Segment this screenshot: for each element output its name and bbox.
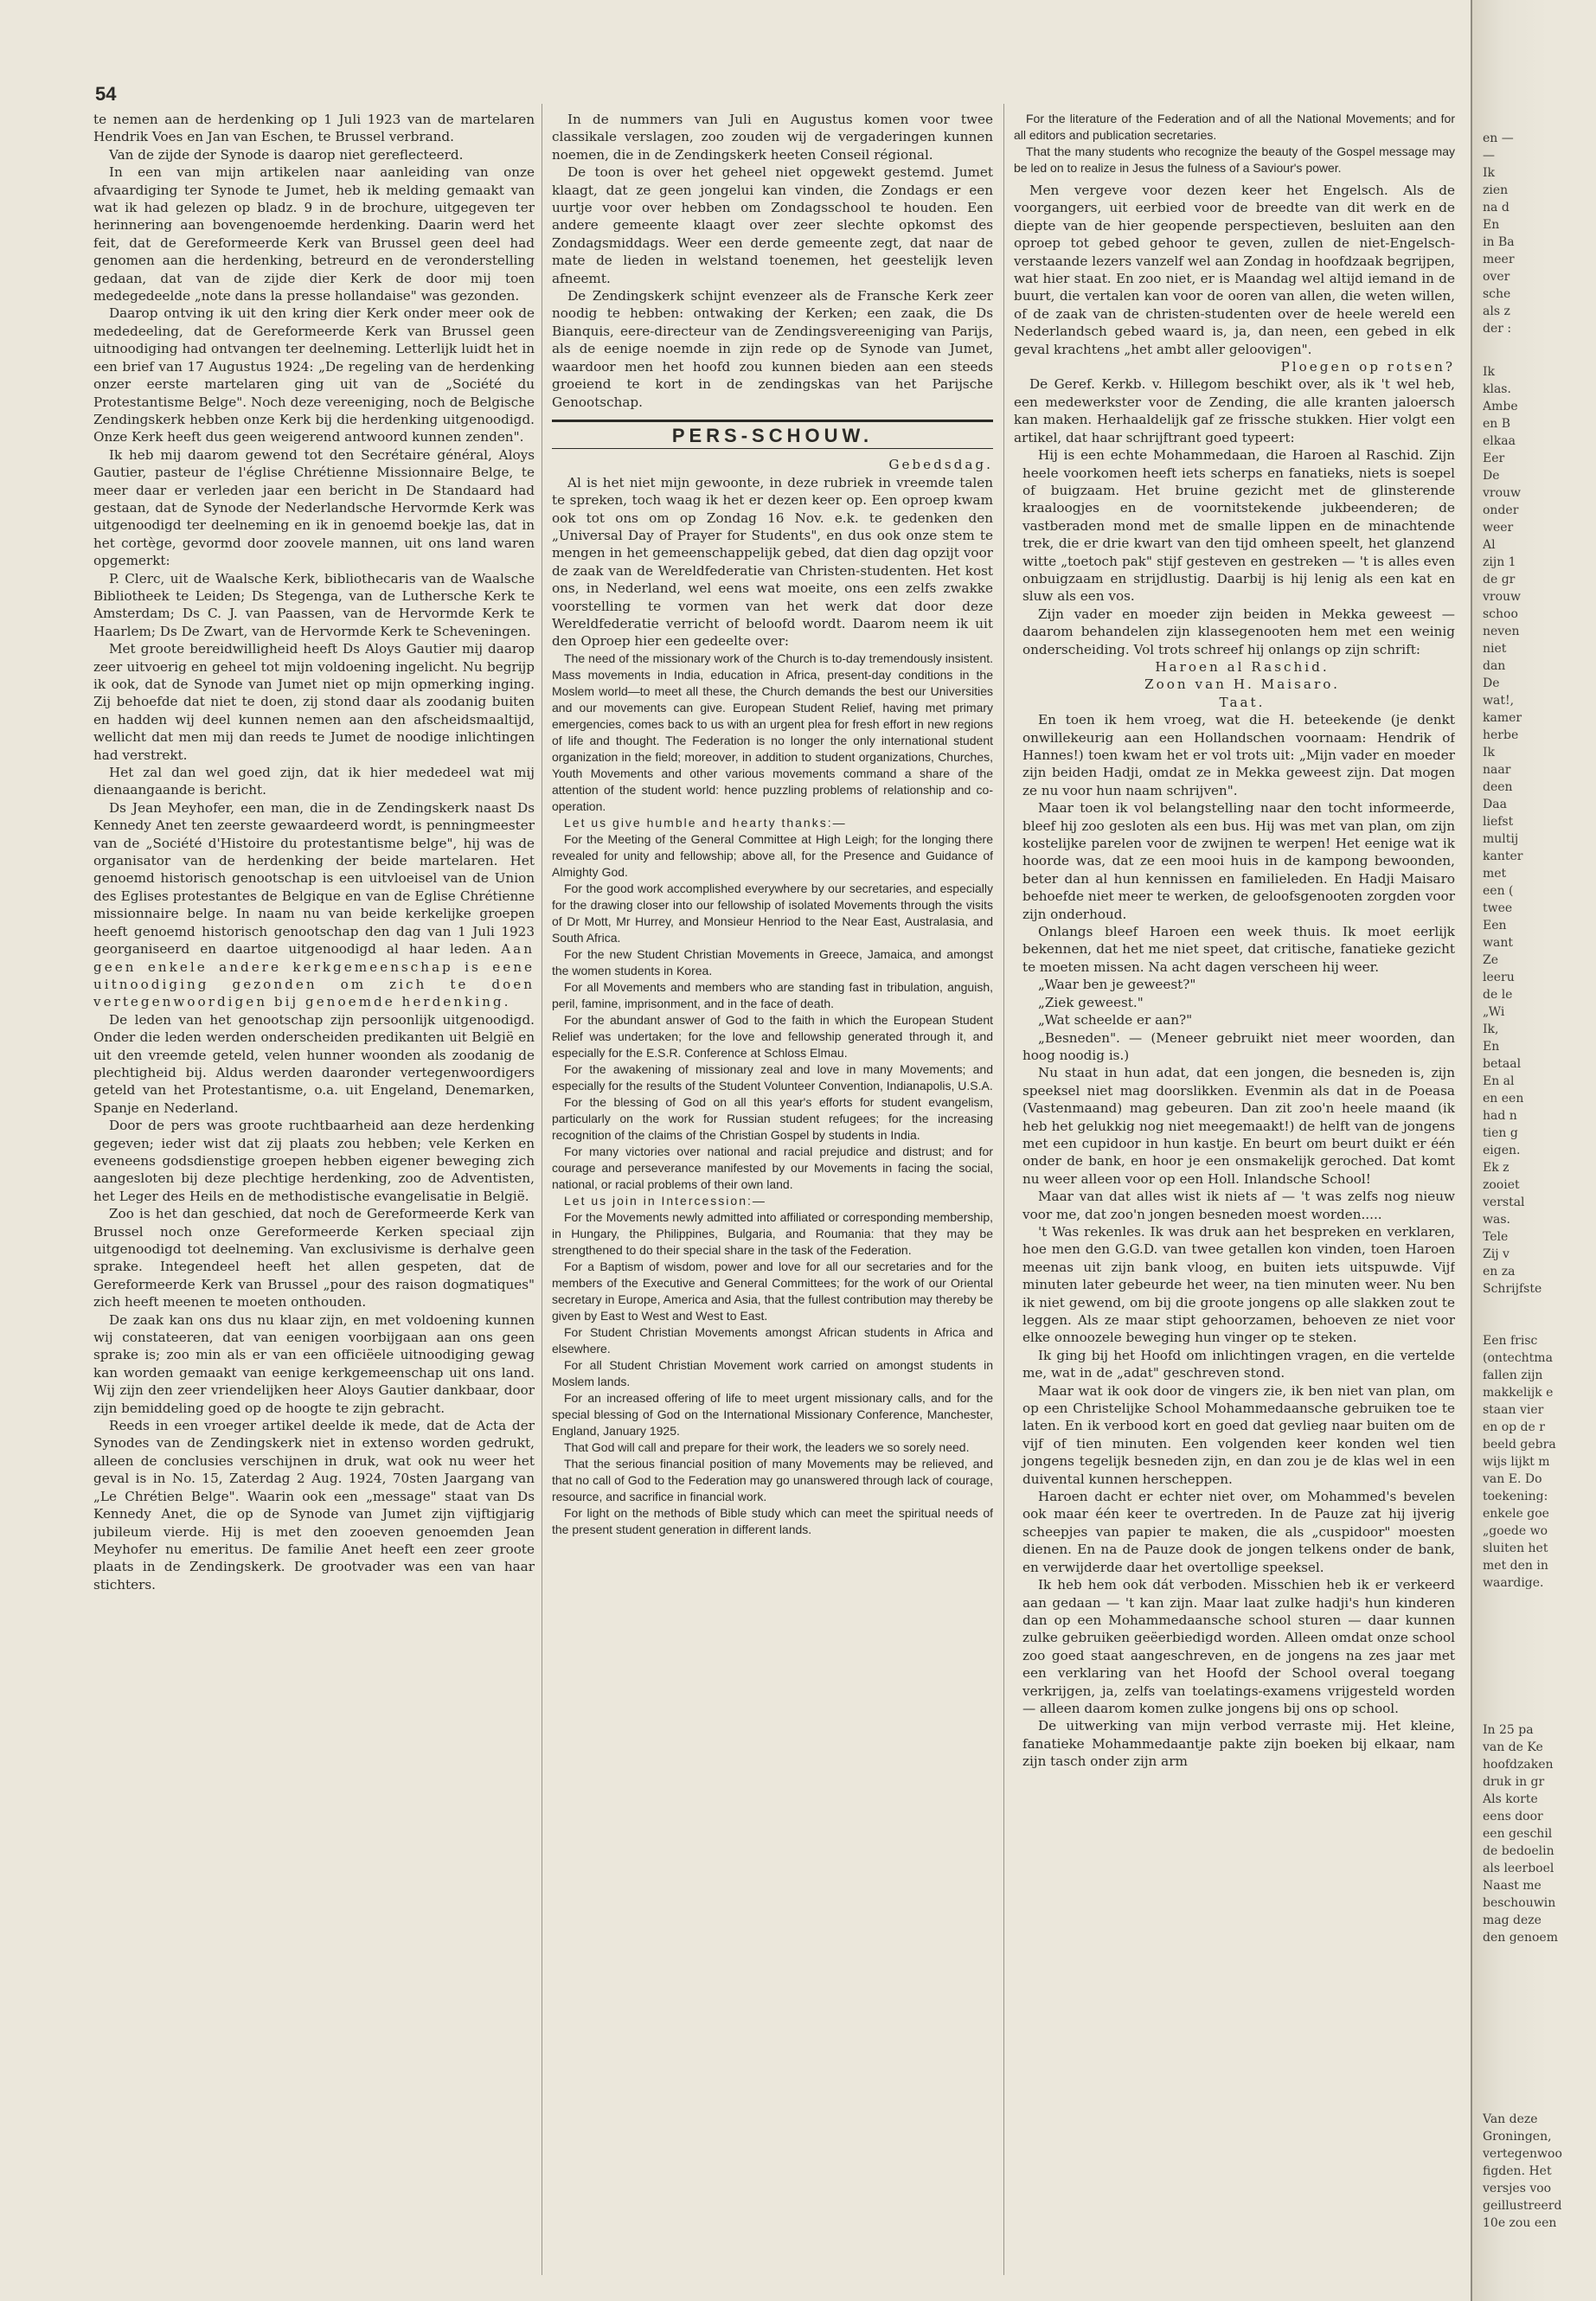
edge-fragment: en — — Ik zien na d En in Ba meer over sche als z der : (1483, 131, 1515, 336)
paragraph: Maar van dat alles wist ik niets af — 't was zelfs nog nieuw voor me, dat zoo'n jongen besneden moest worden..... (1022, 1189, 1455, 1222)
edge-fragment: Ik klas. Ambe en B elkaa Eer De vrouw onder weer Al zijn 1 de gr vrouw schoo neven niet dan De wat!, kamer herbe Ik naar deen Daa liefst multij kanter met een ( twee Een want Ze leeru de le „Wi Ik, En betaal En al en een had n tien g eigen. Ek z zooiet verstal was. Tele Zij v en za Schrijfste (1483, 365, 1542, 1296)
paragraph: te nemen aan de herdenking op 1 Juli 1923 van de martelaren Hendrik Voes en Jan van Eschen, te Brussel verbrand. (93, 112, 535, 145)
quote-paragraph: For a Baptism of wisdom, power and love for all our secretaries and for the members of the Executive and General Committees; for the work of our Oriental secretary in Europe, America and Asia, that the fullest contribution may thereby be given by East to West and West to East. (552, 1259, 993, 1323)
quote-paragraph: For the awakening of missionary zeal and love in many Movements; and especially for the results of the Student Volunteer Convention, Indianapolis, U.S.A. (552, 1061, 993, 1093)
column-2 (552, 111, 993, 2273)
column-1 (93, 111, 535, 2273)
quote-paragraph: For the Meeting of the General Committee at High Leigh; for the longing there revealed for unity and fellowship; above all, for the Presence and Guidance of Almighty God. (552, 831, 993, 879)
quote-paragraph: For the blessing of God on all this year's efforts for student evangelism, particularly on the work for Russian student refugees; for the increasing recognition of the claims of the Christian Gospel by students in India. (552, 1094, 993, 1142)
quote-paragraph: For the literature of the Federation and of all the National Movements; and for all editors and publication secretaries. (1014, 112, 1455, 142)
dialogue-line: „Besneden". — (Meneer gebruikt niet meer woorden, dan hoog noodig is.) (1022, 1029, 1455, 1063)
paragraph: Maar wat ik ook door de vingers zie, ik ben niet van plan, om op een Christelijke School Mohammedaansche gebruiken toe te laten. En ik verbood kort en goed dat gevlieg naar buiten om de vijf of tien minuten. Een volgenden keer konden wel tien jongens tegelijk besneden zijn, en dan zou je de klas wel in een duivental kunnen herscheppen. (1022, 1382, 1455, 1487)
column-3 (1014, 111, 1455, 2273)
subsection-heading: Ploegen op rotsen? (1280, 359, 1455, 375)
section-title: PERS-SCHOUW. (552, 420, 993, 449)
paragraph: Hij is een echte Mohammedaan, die Haroen al Raschid. Zijn heele voorkomen heeft iets scherps en fanatieks, niets is soepel of buigzaam. Het bruine gezicht met de glinsterende kraaloogjes en de voornitstekende jukbeenderen; de vastberaden mond met de smalle lippen en de minachtende trek, die er drie kwart van den tijd omheen speelt, het glanzend witte „toetoch pak" stijf gesteven en gestreken — 't is alles even onbuigzaam en strijdlustig. Daarbij is hij lenig als een kat en sluw als een vos. (1022, 447, 1455, 605)
paragraph: In een van mijn artikelen naar aanleiding van onze afvaardiging ter Synode te Jumet, heb ik melding gemaakt van wat ik had gelezen op bladz. 9 in de brochure, uitgegeven ter herinnering aan bovengenoemde herdenking. Daarin werd het feit, dat de Gereformeerde Kerk van Brussel geen deel had genomen aan die herdenking, betreurd en de veronderstelling gedaan, dat van de zijde dier Kerk de door mij toen medegedeelde „note dans la presse hollandaise" was gezonden. (93, 164, 535, 304)
quote-paragraph: For all Student Christian Movement work carried on amongst students in Moslem lands. (552, 1357, 993, 1388)
paragraph: Daarop ontving ik uit den kring dier Kerk onder meer ook de mededeeling, dat de Gereformeerde Kerk van Brussel geen uitnoodiging had ontvangen ter deelneming. Letterlijk luidt het in een brief van 17 Augustus 1924: „De regeling van de herdenking onzer eerste martelaren ging uit van de „Société du Protestantisme Belge". Noch deze vereeniging, noch de Belgische Zendingskerk hebben onze Kerk bij die herdenking uitgenoodigd. Onze Kerk heeft dus geen weigerend antwoord kunnen zenden". (93, 305, 535, 445)
edge-fragment: In 25 pa van de Ke hoofdzaken druk in gr Als korte eens door een geschil de bedoelin als leerboel Naast me beschouwin mag deze den genoem (1483, 1723, 1558, 1945)
paragraph: In de nummers van Juli en Augustus komen voor twee classikale verslagen, zoo zouden wij de vergaderingen kunnen noemen, die in de Zendingskerk heeten Conseil régional. (552, 112, 993, 163)
paragraph: Haroen dacht er echter niet over, om Mohammed's bevelen ook maar één keer te overtreden. In de Pauze zat hij ijverig scheepjes van papier te maken, die als „cuspidoor" moesten dienen. En na de Pauze dook de jongen telkens onder de bank, en verwijderde daar het overtollige speeksel. (1022, 1489, 1455, 1575)
paragraph: Van de zijde der Synode is daarop niet gereflecteerd. (109, 146, 464, 163)
paragraph: Reeds in een vroeger artikel deelde ik mede, dat de Acta der Synodes van de Zendingskerk niet in extenso worden gedrukt, alleen de conclusies verschijnen in druk, wat ook nu weer het geval is in No. 15, Zaterdag 2 Aug. 1924, 70sten Jaargang van „Le Chrétien Belge". Waarin ook een „message" staat van Ds Kennedy Anet, die op de Synode van Jumet zijn vijftigjarig jubileum vierde. Hij is met den zooeven genoemden Jean Meyhofer nu emeritus. De familie Anet heeft een zeer groote plaats in de Zendingskerk. De grootvader was een van haar stichters. (93, 1418, 535, 1593)
quote-paragraph: The need of the missionary work of the Church is to-day tremendously insistent. Mass movements in India, education in Africa, present-day conditions in the Moslem world—to meet all these, the Church demands the best our Universities and our movements can give. European Student Relief, having met primary emergencies, comes back to us with an urgent plea for fresh effort in new regions of life and thought. The Federation is no longer the only international student organization in the field; moreover, in addition to student organizations, Churches, Youth Movements and other various movements command a share of the attention of the student world: hence puzzling problems of relationship and co-operation. (552, 651, 993, 813)
page-number: 54 (95, 83, 117, 105)
paragraph: Het zal dan wel goed zijn, dat ik hier mededeel wat mij dienaangaande is bericht. (93, 765, 535, 798)
spaced-emphasis: Aan geen enkele andere kerkgemeenschap is eene uitnoodiging gezonden om zich te doen vertegenwoordigen bij genoemde herdenking. (93, 941, 535, 1010)
paragraph: 't Was rekenles. Ik was druk aan het bespreken en verklaren, hoe men den G.G.D. van twee getallen kon vinden, toen Haroen meenas uit zijn bank vloog, en buiten iets uitspuwde. Vijf minuten later gebeurde het weer, na tien minuten weer. Nu ben ik niet gewend, om bij die groote jongens op alle slakken zout te leggen. Als ze maar stipt gehoorzamen, behoeven ze niet voor elke onnoozele beweging hun vinger op te steken. (1022, 1223, 1455, 1346)
paragraph: Maar toen ik vol belangstelling naar den tocht informeerde, bleef hij zoo gesloten als een bus. Hij was met van plan, om zijn kostelijke parelen voor de zwijnen te werpen! Het eenige wat ik hoorde was, dat ze een mooi huis in de kampong bewoonden, beter dan al hun kennissen en familieleden. En Hadji Maisaro behoefde niet meer te werken, de geloofsgenooten zorgden voor zijn onderhoud. (1022, 800, 1455, 922)
paragraph: De toon is over het geheel niet opgewekt gestemd. Jumet klaagt, dat ze geen jongelui kan vinden, die Zondags er een uurtje voor over hebben om Zondagsschool te houden. Een andere gemeente klaagt over zeer slechte opkomst des Zondagsmiddags. Weer een derde gemeente zegt, dat naar de mate de lieden in welstand toenemen, het geestelijk leven afneemt. (552, 164, 993, 286)
paragraph: De leden van het genootschap zijn persoonlijk uitgenoodigd. Onder die leden werden onderscheiden predikanten uit België en uit den vreemde geteld, velen hunner woonden als zoodanig de plechtigheid bij. Aldus werden daaronder vertegenwoordigers geteld van het Protestantisme, o.a. uit Engeland, Denemarken, Spanje en Nederland. (93, 1011, 535, 1116)
quote-heading: Let us give humble and hearty thanks:— (564, 815, 847, 830)
paragraph: Door de pers was groote ruchtbaarheid aan deze herdenking gegeven; ieder wist dat zij plaats zou hebben; vele Kerken en eveneens godsdienstige groepen hebben eigener beweging zich aangesloten bij deze plechtige herdenking, zoo de Adventisten, het Leger des Heils en de methodistische evangelisatie in België. (93, 1118, 535, 1204)
signature-line: Zoon van H. Maisaro. (1144, 676, 1340, 693)
quote-paragraph: For the Movements newly admitted into affiliated or corresponding membership, in Hungary, the Philippines, Bulgaria, and Roumania: that they may be strengthened to do their special share in the task of the Federation. (552, 1209, 993, 1257)
dialogue-line: „Wat scheelde er aan?" (1038, 1012, 1193, 1029)
paragraph: Nu staat in hun adat, dat een jongen, die besneden is, zijn speeksel niet mag doorslikken. Evenmin als dat in de Poeasa (Vastenmaand) mag gebeuren. Dan zit zoo'n heele maand (ik heb het gelukkig nog niet meegemaakt!) de helft van de jongens met een cupidoor in hun kastje. En beurt om beurt duikt er één onder de bank, en hoor je een onsmakelijk geroched. Dat komt nu weer alleen voor op een Holl. Inlandsche School! (1022, 1065, 1455, 1187)
next-page-edge (1471, 0, 1596, 2301)
dialogue-line: „Waar ben je geweest?" (1038, 977, 1196, 993)
quote-paragraph: For Student Christian Movements amongst African students in Africa and elsewhere. (552, 1324, 993, 1356)
paragraph: Ik ging bij het Hoofd om inlichtingen vragen, en die vertelde me, wat in de „adat" geschreven stond. (1022, 1347, 1455, 1381)
signature-line: Taat. (1219, 694, 1266, 710)
quote-paragraph: That God will call and prepare for their work, the leaders we so sorely need. (564, 1439, 970, 1454)
subsection-heading: Gebedsdag. (888, 457, 993, 473)
paragraph: Men vergeve voor dezen keer het Engelsch. Als de voorgangers, uit eerbied voor de breedte van dit werk en de diepte van de hier geopende perspectieven, besluiten aan den oproep tot gebed gehoor te geven, zullen de niet-Engelsch-verstaande lezers vanzelf wel aan Zondag in hoofdzaak begrijpen, wat hier staat. En zoo niet, er is Maandag wel altijd iemand in de buurt, die vertalen kan voor de ooren van allen, die weten willen, of de zaak van de christen-studenten over de heele wereld een Nederlandsch gebed waard is, ja, dan neen, een gebed in elk geval krachtens „het ambt aller geloovigen". (1014, 183, 1455, 357)
quote-paragraph: That the serious financial position of many Movements may be relieved, and that no call of God to the Federation may go unanswered through lack of courage, resource, and sacrifice in financial work. (552, 1456, 993, 1503)
edge-fragment: Van deze Groningen, vertegenwoo figden. Het versjes voo geillustreerd 10e zou een (1483, 2112, 1562, 2230)
paragraph: De uitwerking van mijn verbod verraste mij. Het kleine, fanatieke Mohammedaantje pakte zijn boeken bij elkaar, nam zijn tasch onder zijn arm (1022, 1718, 1455, 1770)
column-rule-2 (1003, 104, 1004, 2275)
english-quote (1014, 111, 1455, 176)
quote-paragraph: For many victories over national and racial prejudice and distrust; and for courage and perseverance manifested by our Movements in facing the social, national, or racial problems of their own land. (552, 1144, 993, 1191)
paragraph: Ik heb hem ook dát verboden. Misschien heb ik er verkeerd aan gedaan — 't kan zijn. Maar laat zulke hadji's hun kinderen dan op een Mohammedaansche school sturen — daar kunnen zulke gebruiken geëerbiedigd worden. Alleen omdat onze school zoo goed staat aangeschreven, en de jongens na zes jaar met een verklaring van het Hoofd der School overal toegang verkrijgen, ja, zelfs van toelatings-examens vrijgesteld worden — alleen daarom komen zulke jongens bij ons op school. (1022, 1577, 1455, 1716)
paragraph: Zijn vader en moeder zijn beiden in Mekka geweest — daarom behandelen zijn klassegenooten hem met een weinig onderscheiding. Vol trots schreef hij onlangs op zijn schrift: (1022, 606, 1455, 657)
paragraph: Zoo is het dan geschied, dat noch de Gereformeerde Kerk van Brussel noch onze Gereformeerde Kerken speciaal zijn uitgenoodigd tot deelneming. Van exclusivisme is derhalve geen sprake. Integendeel heeft het allen gespeten, dat de Gereformeerde Kerk van Brussel „pour des raison dogmatiques" zich heeft meenen te moeten onthouden. (93, 1206, 535, 1311)
quote-paragraph: For an increased offering of life to meet urgent missionary calls, and for the special blessing of God on the International Missionary Conference, Manchester, England, January 1925. (552, 1390, 993, 1438)
quote-paragraph: For the new Student Christian Movements in Greece, Jamaica, and amongst the women students in Korea. (552, 946, 993, 977)
paragraph: De zaak kan ons dus nu klaar zijn, en met voldoening kunnen wij constateeren, dat van eenigen voorbijgaan aan ons geen sprake is; zoo min als er van een officiëele uitnoodiging gewag kan worden gemaakt van eenige kerkgemeenschap uit ons land. Wij zijn den zeer vriendelijken heer Aloys Gautier dankbaar, door zijn bemiddeling goed op de hoogte te zijn gebracht. (93, 1311, 535, 1416)
quote-paragraph: That the many students who recognize the beauty of the Gospel message may be led on to realize in Jesus the fulness of a Saviour's power. (1014, 144, 1455, 175)
english-quote (552, 651, 993, 1538)
quote-heading: Let us join in Intercession:— (564, 1193, 766, 1208)
paragraph: Al is het niet mijn gewoonte, in deze rubriek in vreemde talen te spreken, toch waag ik het er dezen keer op. Een oproep kwam ook tot ons om op Zondag 16 Nov. e.k. te gedenken den „Universal Day of Prayer for Students", en dus ook onze stem te mengen in het gemeenschappelijk gebed, dat dien dag opzijt voor de zaak van de Wereldfederatie van Christen-studenten. Het kost ons, in Nederland, wel eens wat moeite, ons een zelfs zwakke voorstelling te vormen van het werk dat door deze Wereldfederatie verricht of beloofd wordt. Daarom neem ik uit den Oproep hier een gedeelte over: (552, 474, 993, 650)
paragraph (93, 799, 535, 1011)
quote-paragraph: For all Movements and members who are standing fast in tribulation, anguish, peril, famine, imprisonment, and in the face of death. (552, 979, 993, 1010)
paragraph: Met groote bereidwilligheid heeft Ds Aloys Gautier mij daarop zeer uitvoerig en geheel tot mijn voldoening ingelicht. Nu begrijp ik ook, dat de Synode van Jumet niet op mijn opmerking inging. Zij behoefde dat niet te doen, zij stond daar als zoodanig buiten en hadden wij deel kunnen nemen aan den afscheidsmaaltijd, wellicht dat men mij dan reeds te Jumet de noodige inlichtingen had verstrekt. (93, 641, 535, 763)
paragraph-text: Ds Jean Meyhofer, een man, die in de Zendingskerk naast Ds Kennedy Anet ten zeerste gewaardeerd wordt, is penningmeester van de „Société d'Histoire du protestantisme belge", hij was de organisator van de herdenking der beide martelaren. Het genoemd historisch genootschap is een uitvloeisel van de Union des Eglises protestantes de Belgique en van de Eglise Chrétienne missionnaire belge. In naam nu van beide kerkelijke groepen heeft genoemd historisch genootschap den dag van 1 Juli 1923 georganiseerd en daartoe uitgenoodigd al haar leden. (93, 799, 535, 958)
quote-paragraph: For the good work accomplished everywhere by our secretaries, and especially for the drawing closer into our fellowship of isolated Movements through the visits of Dr Mott, Mr Hurrey, and Monsieur Henriod to the Near East, Australasia, and South Africa. (552, 881, 993, 945)
quote-paragraph: For the abundant answer of God to the faith in which the European Student Relief was undertaken; for the love and fellowship generated through it, and especially for the E.S.R. Conference at Schloss Elmau. (552, 1012, 993, 1060)
edge-fragment: Een frisc (ontechtma fallen zijn makkelijk e staan vier en op de r beeld gebra wijs lijkt m van E. Do toekening: enkele goe „goede wo sluiten het met den in waardige. (1483, 1334, 1556, 1590)
quote-paragraph: For light on the methods of Bible study which can meet the spiritual needs of the present student generation in different lands. (552, 1505, 993, 1536)
paragraph: De Geref. Kerkb. v. Hillegom beschikt over, als ik 't wel heb, een medewerkster voor de Zending, die alle kranten jaloersch kan maken. Herhaaldelijk gaf ze frissche stukken. Hier volgt een artikel, dat haar schrijftrant goed typeert: (1014, 376, 1455, 445)
dialogue-line: „Ziek geweest." (1038, 994, 1144, 1010)
paragraph: De Zendingskerk schijnt evenzeer als de Fransche Kerk zeer noodig te hebben: ontwaking der Kerken; een zaak, die Ds Bianquis, eere-directeur van de Zendingsvereeniging van Parijs, als de eenige noemde in zijn rede op de Synode van Jumet, waardoor men het hoofd zou kunnen bieden aan een steeds groeiend te kort in de zendingskas van het Parijsche Genootschap. (552, 288, 993, 410)
signature-line: Haroen al Raschid. (1155, 658, 1330, 675)
paragraph: P. Clerc, uit de Waalsche Kerk, bibliothecaris van de Waalsche Bibliotheek te Leiden; Ds Stegenga, van de Luthersche Kerk te Amsterdam; Ds C. J. van Paassen, van de Hervormde Kerk te Haarlem; Ds De Zwart, van de Hervormde Kerk te Scheveningen. (93, 570, 535, 639)
paragraph: Ik heb mij daarom gewend tot den Secrétaire général, Aloys Gautier, pasteur de l'église Chrétienne Missionnaire Belge, te meer daar er verleden jaar een bericht in De Standaard had gestaan, dat de Synode der Nederlandsche Hervormde Kerk was uitgenoodigd ter deelneming en ik in genoemd boekje las, dat in het cortège, gevormd door zoovele mannen, uit ons land waren opgemerkt: (93, 446, 535, 569)
paragraph: Onlangs bleef Haroen een week thuis. Ik moet eerlijk bekennen, dat het me niet speet, dat critische, fanatieke gezicht te moeten missen. Na acht dagen verscheen hij weer. (1022, 924, 1455, 975)
paragraph: En toen ik hem vroeg, wat die H. beteekende (je denkt onwillekeurig aan een Hollandschen voornaam: Hendrik of Hannes!) toen kwam het er vol trots uit: „Mijn vader en moeder zijn beiden Hadji, omdat ze in Mekka geweest zijn. Dat mogen ze nu voor hun naam schrijven". (1022, 712, 1455, 798)
